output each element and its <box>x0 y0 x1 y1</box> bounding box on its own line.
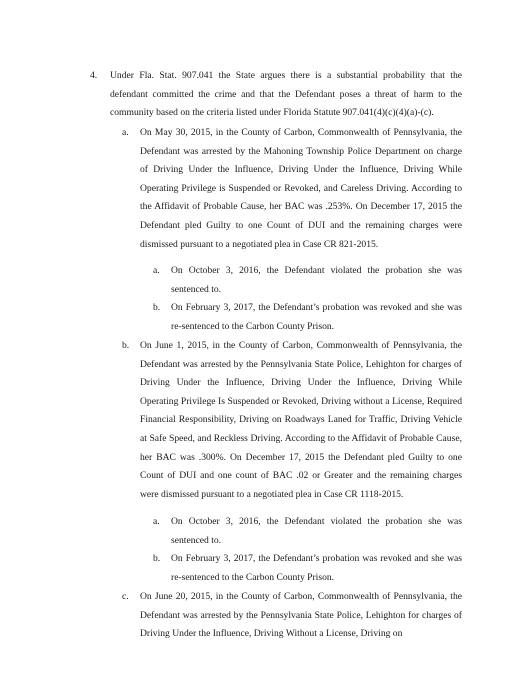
subparagraph-a-a <box>153 262 462 299</box>
subparagraph-b-b <box>153 550 462 587</box>
list-marker: a. <box>153 265 160 276</box>
list-marker: c. <box>122 591 129 602</box>
paragraph-text: On February 3, 2017, the Defendant’s probation was revoked and she was re-sentenced to the Carbon County Prison. <box>171 553 462 583</box>
subparagraph-a-b <box>153 299 462 336</box>
list-marker: a. <box>153 516 160 527</box>
paragraph-text: On May 30, 2015, in the County of Carbon, Commonwealth of Pennsylvania, the Defendant was arrested by the Mahoning Township Police Department on charge of Driving Under the Influence, Driving Under the Influence, Driving While Operating Privilege is Suspended or Revoked, and Careless Driving. According to the Affidavit of Probable Cause, her BAC was .253%. On December 17, 2015 the Defendant pled Guilty to one Count of DUI and the remaining charges were dismissed pursuant to a negotiated plea in Case CR 821-2015. <box>140 127 462 250</box>
list-marker: b. <box>153 553 161 564</box>
paragraph-text: On February 3, 2017, the Defendant’s probation was revoked and she was re-sentenced to the Carbon County Prison. <box>171 302 462 332</box>
paragraph-text: On June 1, 2015, in the County of Carbon, Commonwealth of Pennsylvania, the Defendant was arrested by the Pennsylvania State Police, Lehighton for charges of Driving Under the Influence, Driving Under the Influence, Driving While Operating Privilege Is Suspended or Revoked, Driving without a License, Required Financial Responsibility, Driving on Roadways Laned for Traffic, Driving Vehicle at Safe Speed, and Reckless Driving. According to the Affidavit of Probable Cause, her BAC was .300%. On December 17, 2015 the Defendant pled Guilty to one Count of DUI and one count of BAC .02 or Greater and the remaining charges were dismissed pursuant to a negotiated plea in Case CR 1118-2015. <box>140 340 462 500</box>
list-marker: b. <box>122 340 130 351</box>
paragraph-text: On June 20, 2015, in the County of Carbon, Commonwealth of Pennsylvania, the Defendant was arrested by the Pennsylvania State Police, Lehighton for charges of Driving Under the Influence, Driving Without a License, Driving on <box>140 591 462 640</box>
paragraph-4 <box>90 67 462 123</box>
paragraph-text: On October 3, 2016, the Defendant violated the probation she was sentenced to. <box>171 265 462 295</box>
paragraph-text: Under Fla. Stat. 907.041 the State argues there is a substantial probability that the defendant committed the crime and that the Defendant poses a threat of harm to the community based on the criteria listed under Florida Statute 907.041(4)(c)(4)(a)-(c). <box>110 70 462 119</box>
subparagraph-a <box>122 124 462 254</box>
list-marker: b. <box>153 302 161 313</box>
subparagraph-b <box>122 337 462 504</box>
list-marker: 4. <box>90 70 98 81</box>
subparagraph-c <box>122 588 462 644</box>
list-marker: a. <box>122 127 129 138</box>
paragraph-text: On October 3, 2016, the Defendant violated the probation she was sentenced to. <box>171 516 462 546</box>
subparagraph-b-a <box>153 513 462 550</box>
